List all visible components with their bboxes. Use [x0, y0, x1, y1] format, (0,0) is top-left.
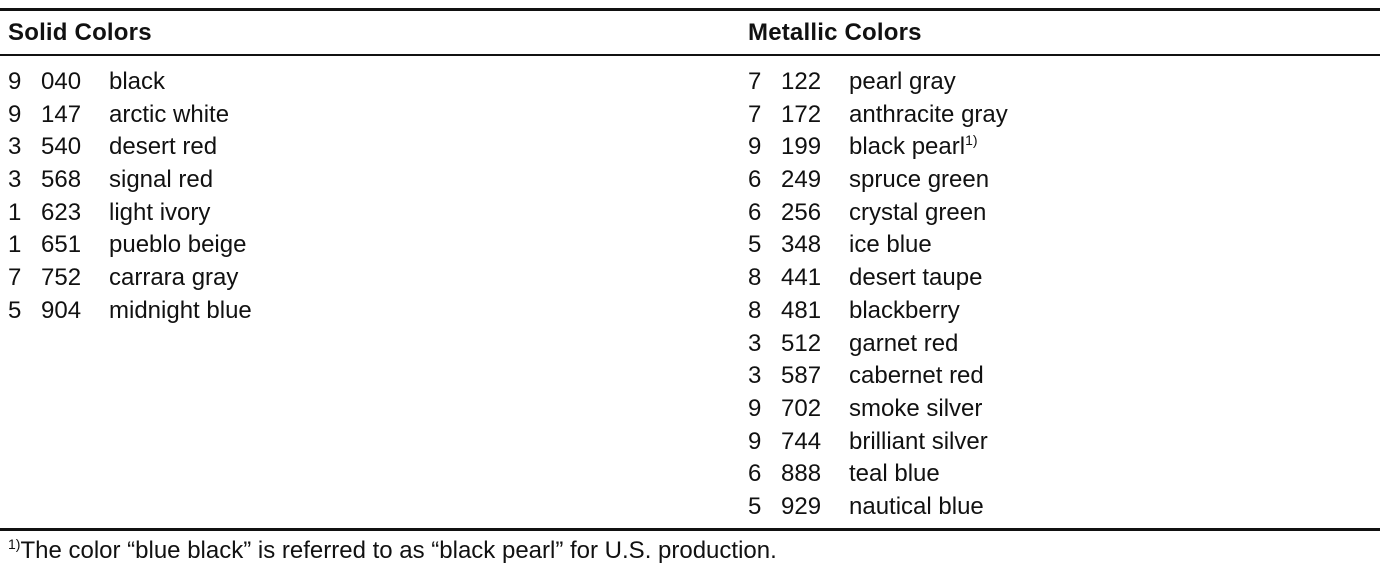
color-name-text: black pearl [849, 133, 966, 161]
color-group: 9 [748, 427, 762, 455]
solid-colors-heading: Solid Colors [8, 19, 152, 46]
color-group: 3 [8, 166, 22, 194]
color-name: spruce green [849, 166, 990, 194]
color-code: 540 [41, 133, 82, 161]
color-group: 7 [748, 68, 762, 95]
color-code: 702 [781, 394, 822, 422]
color-code: 040 [41, 68, 82, 95]
color-name: cabernet red [849, 362, 984, 390]
color-code: 249 [781, 166, 822, 194]
color-group: 1 [8, 198, 22, 226]
color-name [849, 131, 978, 163]
color-code: 512 [781, 329, 822, 357]
color-code: 587 [781, 362, 822, 390]
bottom-rule [0, 528, 1380, 531]
color-name: smoke silver [849, 394, 983, 422]
color-name: desert taupe [849, 264, 983, 292]
color-name: ice blue [849, 231, 932, 259]
color-code: 199 [781, 133, 822, 161]
color-group: 3 [748, 362, 762, 390]
color-group: 5 [8, 296, 22, 324]
color-name: nautical blue [849, 492, 984, 520]
color-group: 7 [8, 264, 22, 292]
color-group: 6 [748, 166, 762, 194]
color-code: 888 [781, 460, 822, 488]
color-code: 929 [781, 492, 822, 520]
top-rule [0, 8, 1380, 11]
color-name: pueblo beige [109, 231, 247, 259]
color-code: 147 [41, 100, 82, 128]
color-group: 9 [8, 68, 22, 95]
color-code: 744 [781, 427, 822, 455]
color-code: 651 [41, 231, 82, 259]
color-group: 3 [748, 329, 762, 357]
metallic-colors-heading: Metallic Colors [748, 19, 922, 46]
color-name: teal blue [849, 460, 940, 488]
color-code: 172 [781, 100, 822, 128]
color-name: signal red [109, 166, 214, 194]
color-code: 904 [41, 296, 82, 324]
color-group: 5 [748, 492, 762, 520]
color-name: brilliant silver [849, 427, 988, 455]
color-name: blackberry [849, 296, 960, 324]
footnote-mark: 1) [8, 536, 21, 552]
color-code: 348 [781, 231, 822, 259]
color-group: 5 [748, 231, 762, 259]
color-code: 568 [41, 166, 82, 194]
color-group: 6 [748, 460, 762, 488]
color-code: 623 [41, 198, 82, 226]
color-name: light ivory [109, 198, 211, 226]
color-code: 481 [781, 296, 822, 324]
color-code: 441 [781, 264, 822, 292]
color-name: desert red [109, 133, 218, 161]
color-group: 9 [748, 133, 762, 161]
color-name: pearl gray [849, 68, 956, 95]
color-code: 256 [781, 198, 822, 226]
footnote-marker: 1) [965, 132, 978, 149]
color-name: midnight blue [109, 296, 252, 324]
color-name: black [109, 68, 166, 95]
color-name: crystal green [849, 198, 987, 226]
color-group: 8 [748, 296, 762, 324]
footnote-text: The color “blue black” is referred to as “black pearl” for U.S. production. [20, 537, 777, 564]
color-group: 9 [8, 100, 22, 128]
color-name: anthracite gray [849, 100, 1008, 128]
color-name: garnet red [849, 329, 959, 357]
color-name: carrara gray [109, 264, 239, 292]
color-group: 1 [8, 231, 22, 259]
color-code: 122 [781, 68, 822, 95]
color-code: 752 [41, 264, 82, 292]
footnote [8, 536, 777, 566]
color-group: 3 [8, 133, 22, 161]
color-group: 9 [748, 394, 762, 422]
color-group: 7 [748, 100, 762, 128]
color-group: 8 [748, 264, 762, 292]
header-rule [0, 54, 1380, 56]
color-group: 6 [748, 198, 762, 226]
color-name: arctic white [109, 100, 230, 128]
